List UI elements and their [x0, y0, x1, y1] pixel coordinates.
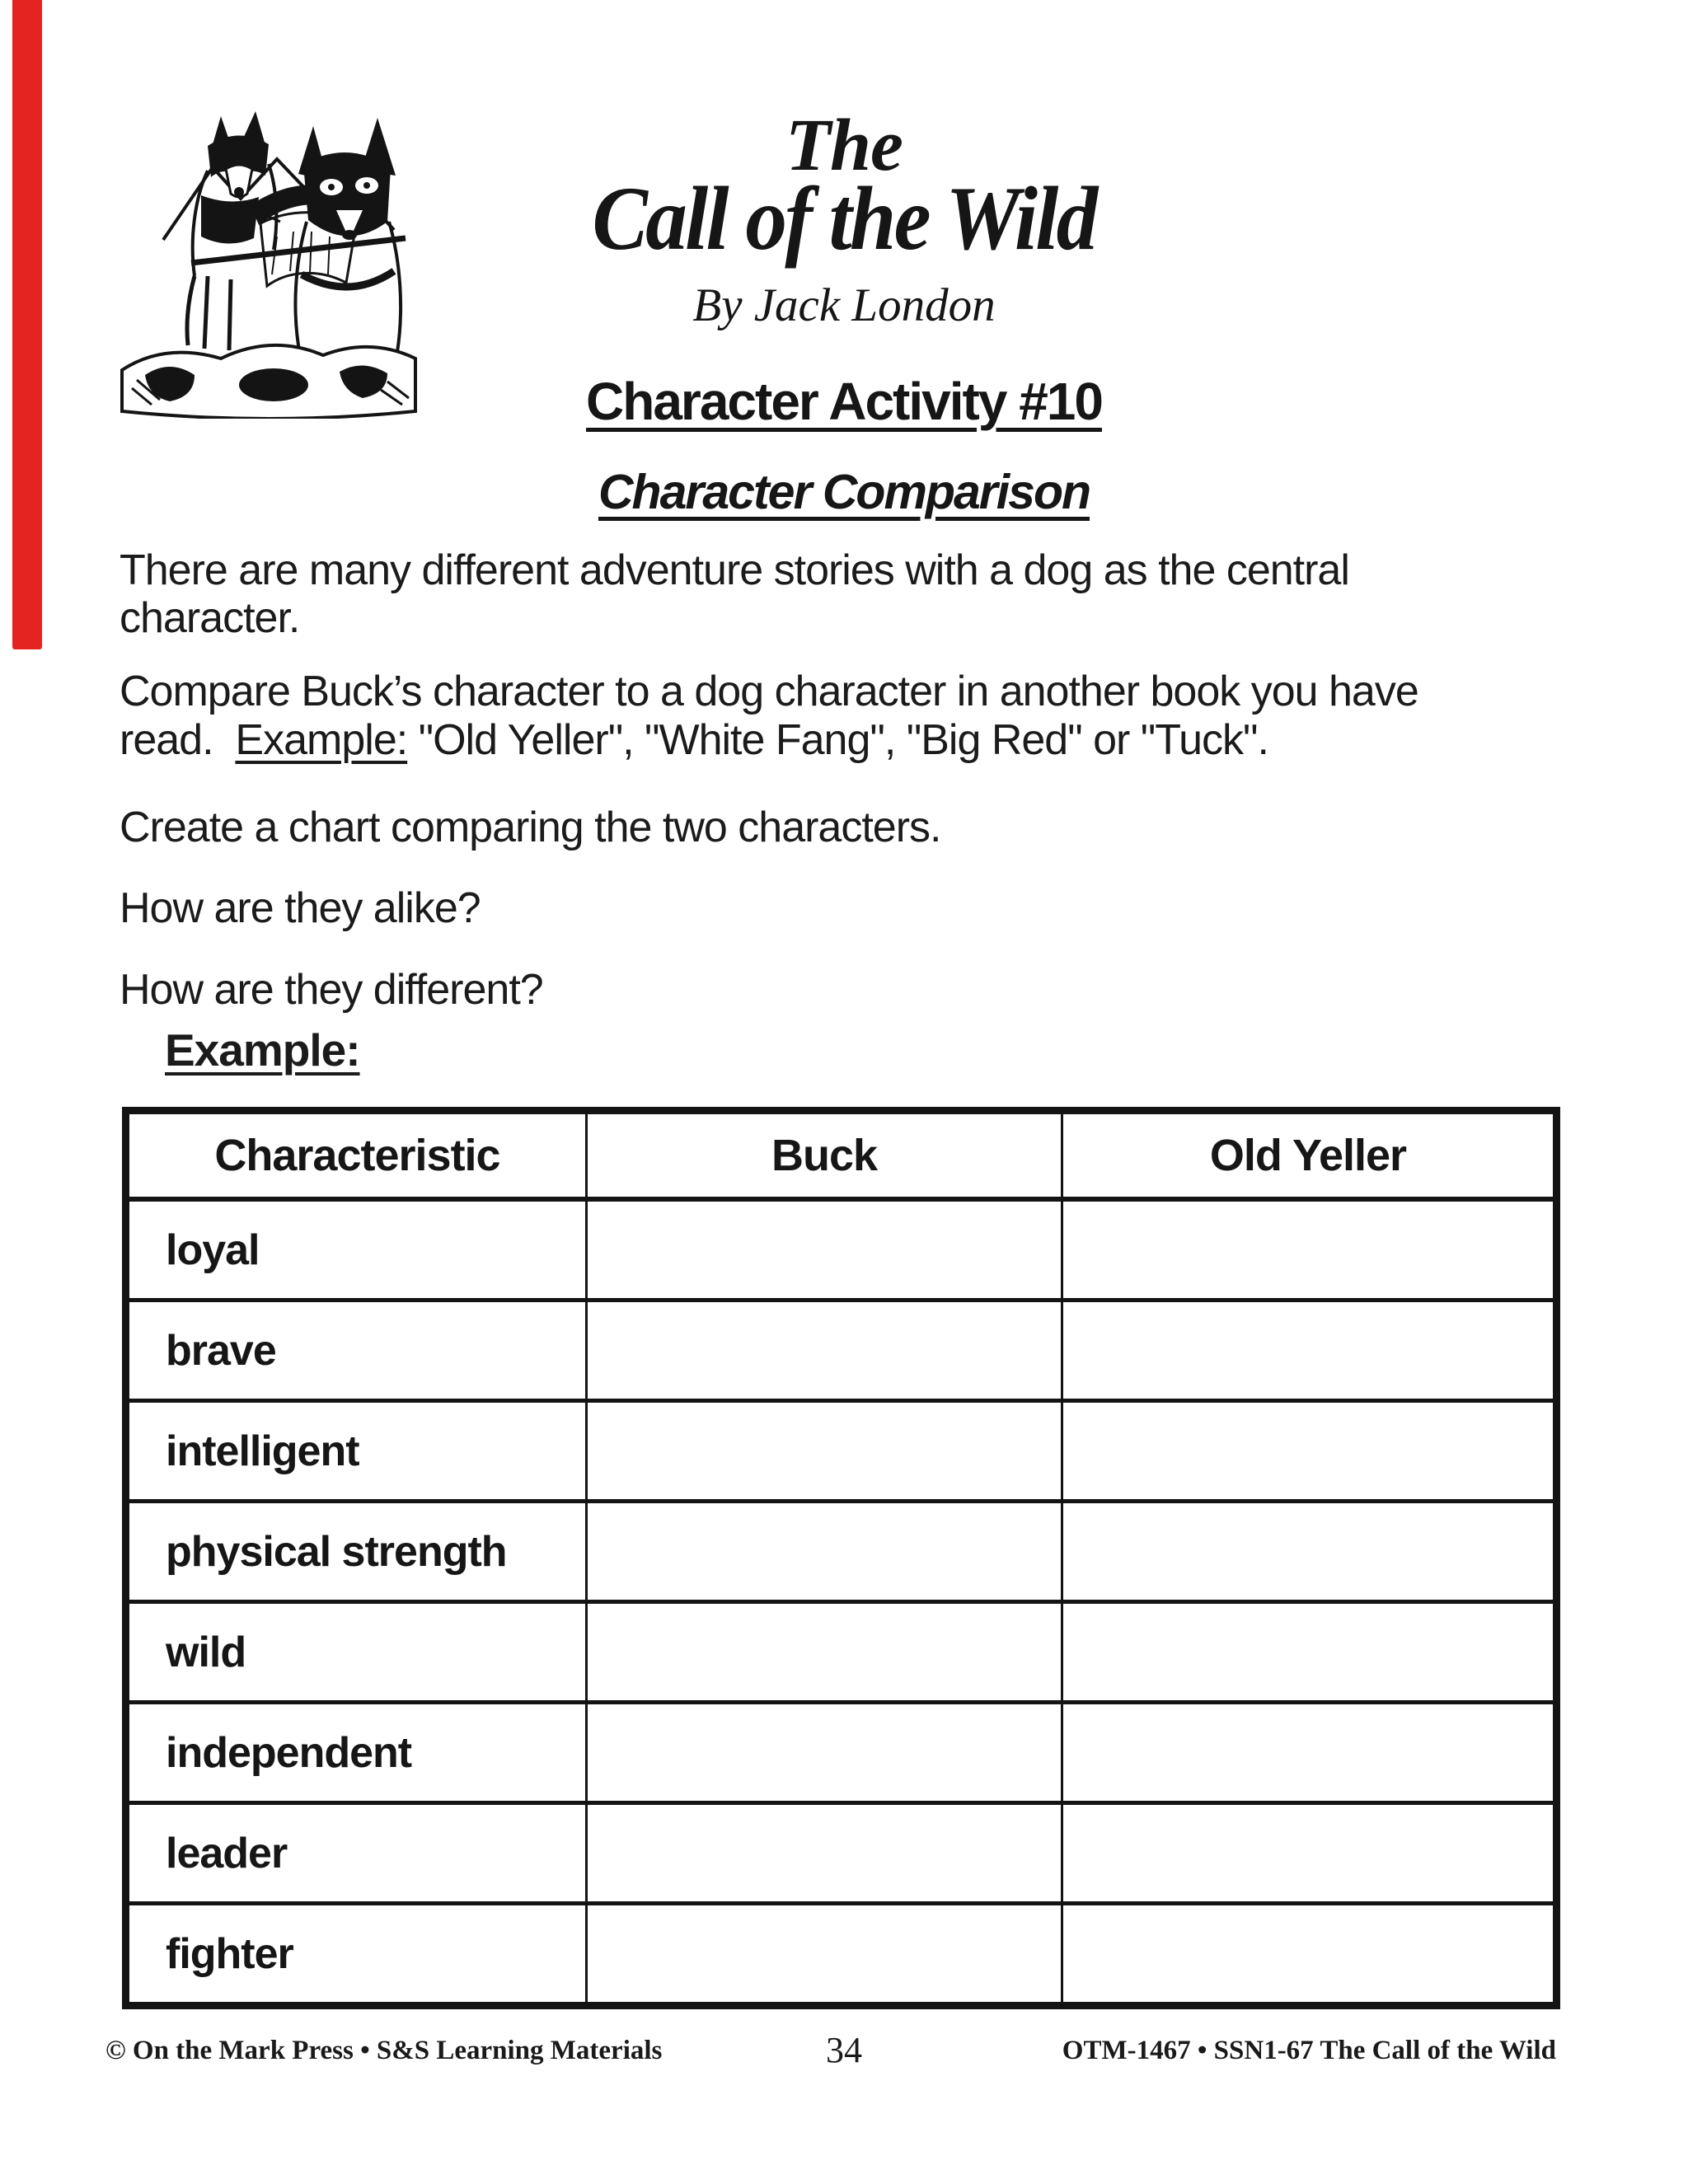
table-row — [129, 1905, 1553, 2002]
comparison-subheading-text: Character Comparison — [598, 465, 1090, 519]
paragraph1-line1: There are many different adventure stories with a dog as the central — [120, 546, 1349, 594]
book-title-line1: The — [785, 105, 903, 186]
row-label-fighter: fighter — [129, 1905, 588, 2002]
example-label — [165, 1025, 360, 1076]
comparison-table — [122, 1107, 1560, 2009]
paragraph2-line2 — [120, 716, 1268, 764]
row-label-wild: wild — [129, 1604, 588, 1700]
old-yeller-blank-cell — [1063, 1905, 1553, 2002]
row-label-physical-strength: physical strength — [129, 1503, 588, 1600]
table-row — [129, 1302, 1553, 1403]
book-title-line2: Call of the Wild — [592, 168, 1096, 269]
old-yeller-blank-cell — [1063, 1302, 1553, 1399]
table-row — [129, 1704, 1553, 1805]
old-yeller-blank-cell — [1063, 1202, 1553, 1298]
paragraph2-line1: Compare Buck’s character to a dog character in another book you have — [120, 668, 1418, 715]
table-row — [129, 1604, 1553, 1704]
paragraph2-read: read. — [120, 716, 236, 764]
table-row — [129, 1403, 1553, 1503]
row-label-loyal: loyal — [129, 1202, 588, 1298]
byline: By Jack London — [692, 279, 996, 331]
buck-blank-cell — [588, 1403, 1063, 1499]
old-yeller-blank-cell — [1063, 1805, 1553, 1901]
column-header-old-yeller: Old Yeller — [1209, 1131, 1407, 1180]
buck-blank-cell — [588, 1905, 1063, 2002]
table-row — [129, 1503, 1553, 1604]
buck-blank-cell — [588, 1704, 1063, 1801]
paragraph2-titles: "Old Yeller", "White Fang", "Big Red" or "Tuck". — [407, 716, 1268, 764]
old-yeller-blank-cell — [1063, 1704, 1553, 1801]
comparison-subheading — [0, 465, 1688, 519]
footer-product-code: OTM-1467 • SSN1-67 The Call of the Wild — [1062, 2036, 1556, 2065]
table-row — [129, 1202, 1553, 1302]
column-header-buck: Buck — [588, 1114, 1063, 1197]
column-header-characteristic: Characteristic — [129, 1114, 588, 1197]
row-label-brave: brave — [129, 1302, 588, 1399]
buck-blank-cell — [588, 1503, 1063, 1600]
buck-blank-cell — [588, 1604, 1063, 1700]
buck-blank-cell — [588, 1805, 1063, 1901]
old-yeller-blank-cell — [1063, 1604, 1553, 1700]
paragraph2-example-label: Example: — [235, 716, 408, 764]
question-alike: How are they alike? — [120, 884, 481, 932]
page-number: 34 — [826, 2030, 862, 2070]
activity-heading-text: Character Activity #10 — [586, 372, 1102, 431]
table-header-row — [129, 1114, 1553, 1202]
paragraph3: Create a chart comparing the two characters. — [120, 804, 941, 851]
paragraph1-line2: character. — [120, 594, 300, 642]
buck-blank-cell — [588, 1202, 1063, 1298]
row-label-leader: leader — [129, 1805, 588, 1901]
old-yeller-blank-cell — [1063, 1403, 1553, 1499]
row-label-independent: independent — [129, 1704, 588, 1801]
buck-blank-cell — [588, 1302, 1063, 1399]
activity-heading — [0, 372, 1688, 431]
question-different: How are they different? — [120, 966, 543, 1014]
footer-copyright: © On the Mark Press • S&S Learning Materials — [106, 2036, 663, 2065]
example-label-text: Example: — [165, 1024, 360, 1076]
table-row — [129, 1805, 1553, 1905]
old-yeller-blank-cell — [1063, 1503, 1553, 1600]
row-label-intelligent: intelligent — [129, 1403, 588, 1499]
page-footer — [0, 2029, 1688, 2079]
